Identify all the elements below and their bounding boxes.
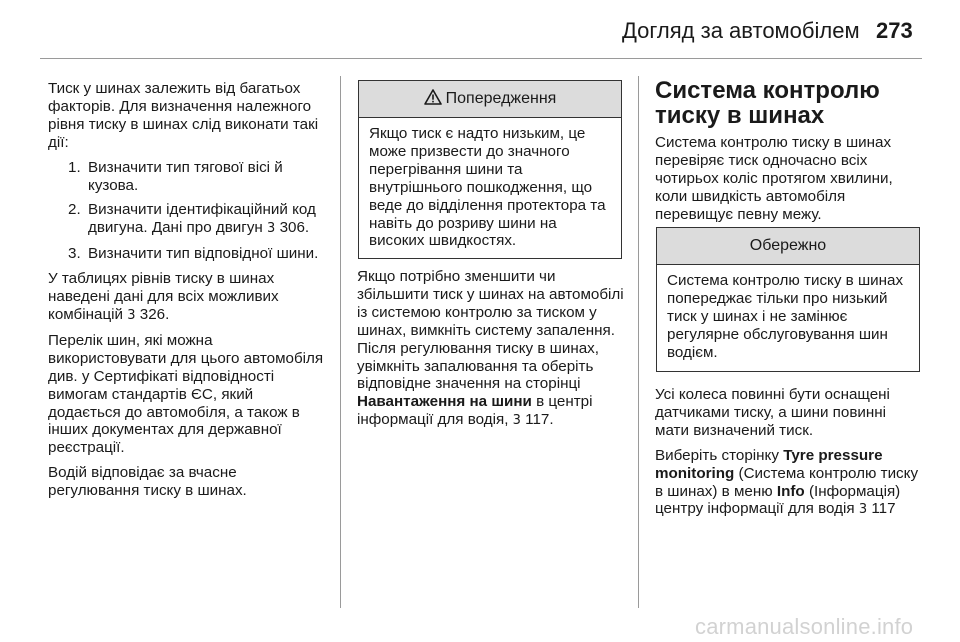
warning-triangle-icon [424,83,442,119]
column-left [48,80,330,507]
step-text: Визначити тип тягової вісі й кузова. [88,158,283,194]
warning-title: Попередження [445,90,557,107]
page-ref-icon: 3 [512,413,521,429]
list-item [48,201,330,238]
column-right-lower [655,386,923,526]
page-ref-link[interactable]: 117. [525,411,554,429]
paragraph-text: в центрі інформації для водія, [357,393,593,429]
paragraph: Усі колеса повинні бути оснащені датчиками тиску, а шини повинні мати визначений тиск. [655,386,890,439]
page-ref-icon: 3 [858,502,868,518]
step-text: Визначити тип відповідної шини. [88,245,319,263]
paragraph-text: У таблицях рівнів тиску в шинах наведені дані для всіх можливих комбінацій [48,270,279,323]
step-number: 2. [68,201,81,219]
section-title: Догляд за автомобілем [622,18,860,43]
paragraph: Система контролю тиску в шинах перевіряє тиск одночасно всіх чотирьох коліс протягом хвилини, коли швидкість автомобіля перевищує певну межу. [655,134,893,223]
step-text: Визначити ідентифікаційний код двигуна. Дані про двигун [88,201,316,237]
caution-header: Обережно [657,228,919,265]
column-divider-right [638,76,639,608]
column-divider-left [340,76,341,608]
header-divider [40,58,922,59]
paragraph-text: (Інформація) центру інформації для водія [655,482,901,518]
intro-paragraph: Тиск у шинах залежить від багатьох факторів. Для визначення належного рівня тиску в шинах слід виконати такі дії: [48,80,319,151]
paragraph [655,447,923,520]
column-middle [357,268,629,437]
list-item [48,159,330,195]
menu-term: Навантаження на шини [357,393,532,411]
caution-body: Система контролю тиску в шинах попереджає тільки про низький тиск у шинах і не замінює регулярне обслуговування шин водієм. [667,272,904,361]
warning-box [358,80,622,259]
page-header [0,0,960,60]
warning-body: Якщо тиск є надто низьким, це може призвести до значного перегрівання шини та внутрішнього пошкодження, що веде до відділення протектора та навіть до розриву шини на високих швидкостях. [369,125,606,250]
page-ref-link[interactable]: 306. [279,219,310,237]
section-heading: Система контролю тиску в шинах [655,77,880,129]
caution-box [656,227,920,372]
step-number: 3. [68,245,81,263]
warning-header [359,81,621,118]
watermark: carmanualsonline.info [695,614,914,639]
menu-term: Info [776,482,805,500]
paragraph-text: Виберіть сторінку [655,446,779,464]
paragraph: Водій відповідає за вчасне регулювання тиску в шинах. [48,464,247,500]
page-ref-icon: 3 [267,221,276,237]
menu-term: Tyre pressure monitoring [655,446,883,482]
paragraph: Перелік шин, які можна використовувати для цього автомобіля див. у Сертифікаті відповідності вимогам стандартів ЄС, який додається до автомобіля, а також в інших документах для державної реєстрації. [48,331,324,457]
paragraph [357,268,629,430]
steps-list [48,159,330,264]
step-number: 1. [68,158,81,176]
column-right [655,78,923,231]
page-number: 273 [876,18,913,43]
page-ref-link[interactable]: 117 [871,500,896,518]
page-ref-icon: 3 [127,307,136,323]
page-ref-link[interactable]: 326. [139,305,170,323]
paragraph-text: Якщо потрібно зменшити чи збільшити тиск у шинах на автомобілі із системою контролю за тиском у шинах, вимкніть систему запалення. Після регулювання тиску в шинах, увімкніть запалювання та оберіть відповідне значення на сторінці [357,268,624,393]
paragraph [48,270,330,325]
paragraph-text: (Система контролю тиску в шинах) в меню [655,464,919,500]
list-item [48,245,330,263]
